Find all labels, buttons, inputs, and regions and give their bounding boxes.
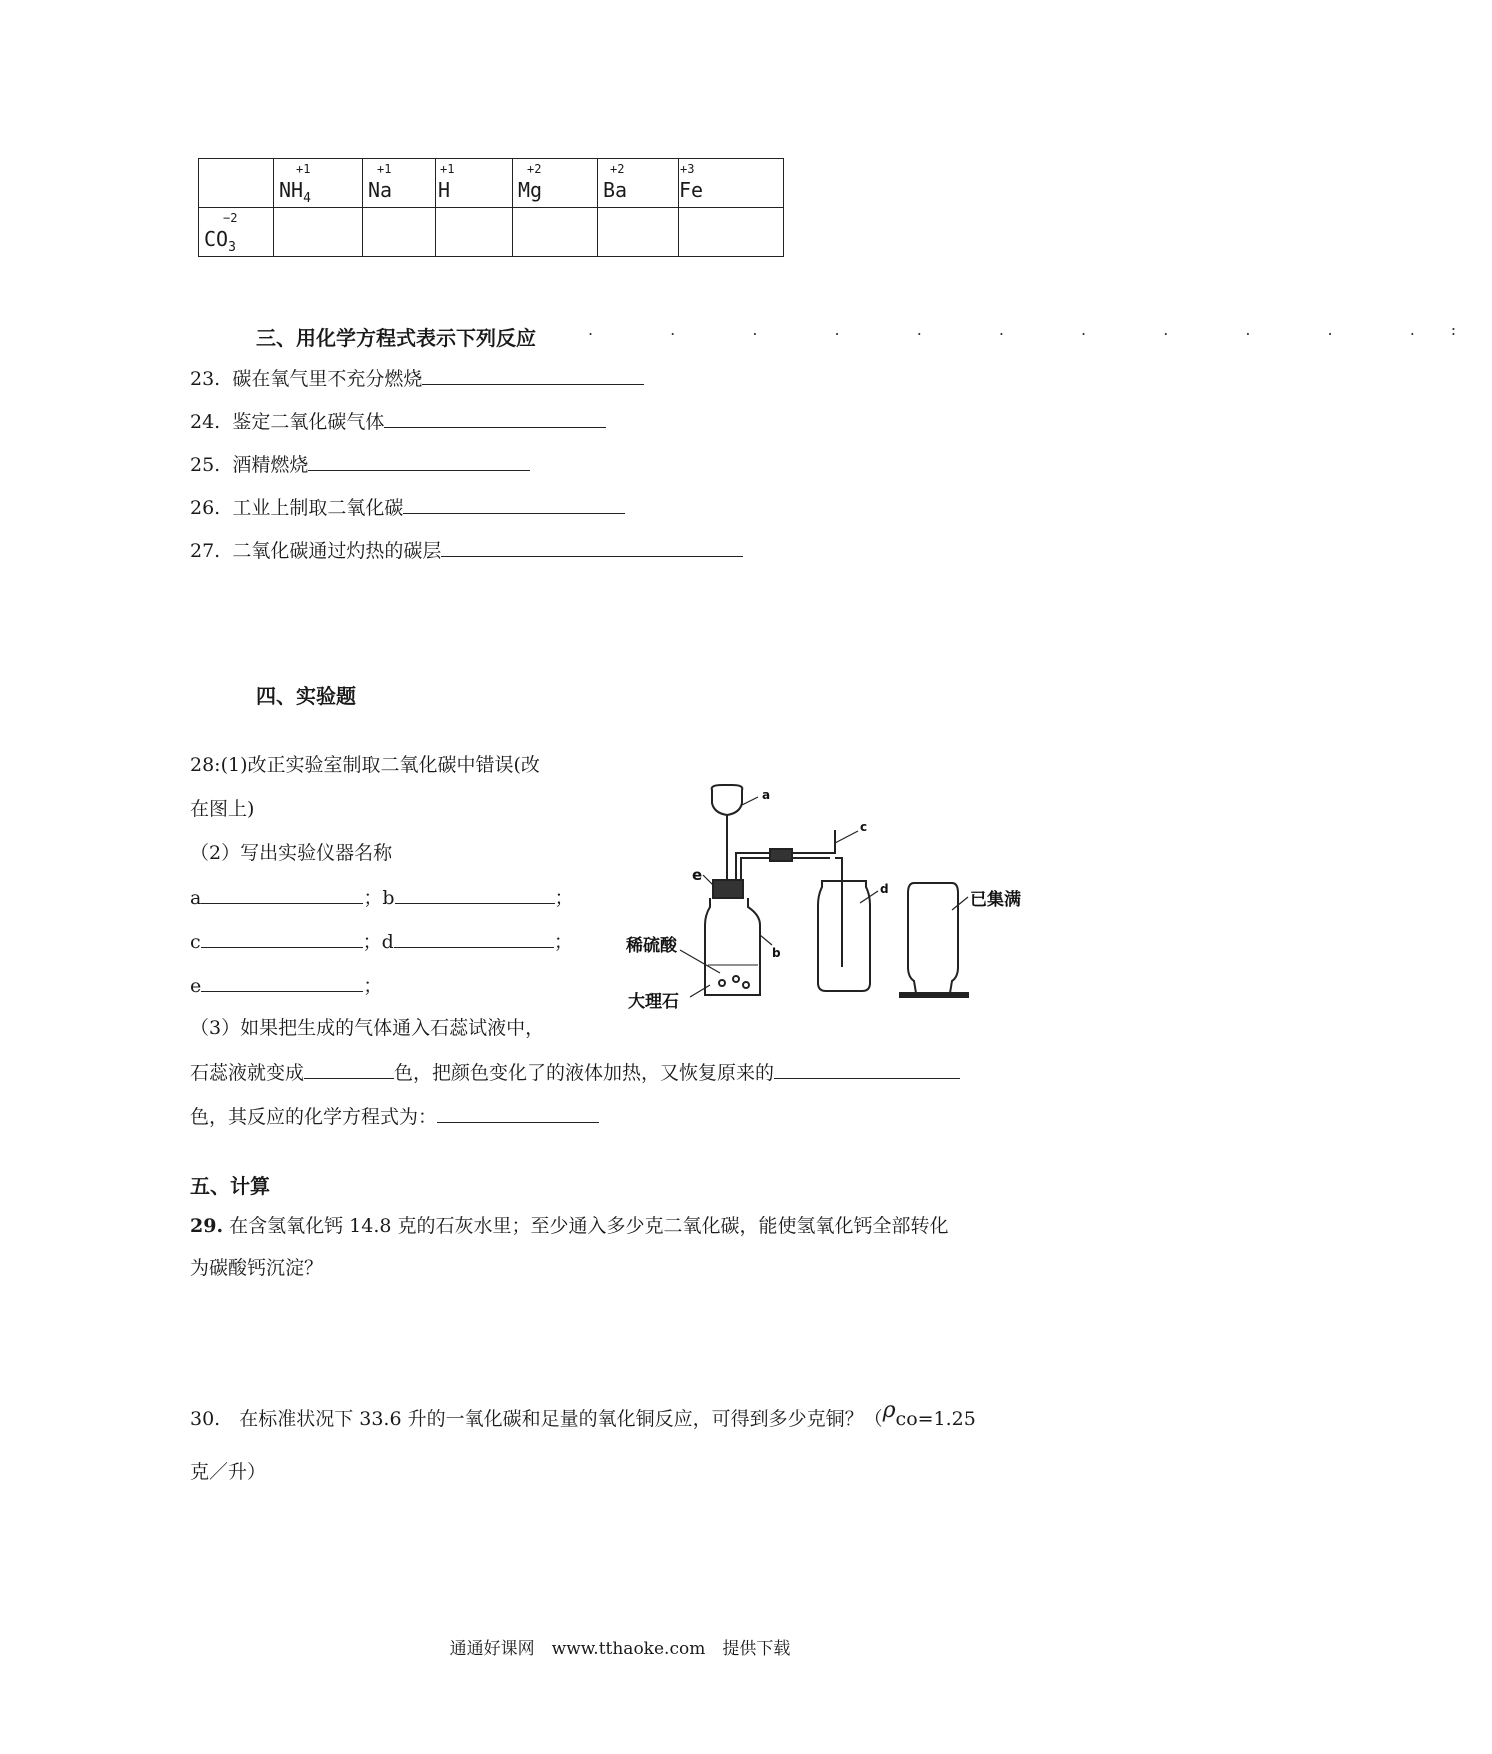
table-row xyxy=(199,208,784,257)
question-26 xyxy=(190,495,625,520)
question-number: 23. xyxy=(190,368,221,390)
leader-full xyxy=(952,897,968,910)
table-cell[interactable] xyxy=(436,208,513,257)
answer-blank-color1[interactable] xyxy=(304,1060,394,1079)
decorative-dots: . . . . . . . . . . .: xyxy=(588,320,1492,339)
table-cell[interactable] xyxy=(274,208,363,257)
question-number: 25. xyxy=(190,454,221,476)
glass-plate xyxy=(900,993,968,997)
collecting-bottle xyxy=(818,881,870,991)
text: 石蕊液就变成 xyxy=(190,1062,305,1084)
answer-blank-color2[interactable] xyxy=(774,1060,960,1079)
question-text: 工业上制取二氧化碳 xyxy=(232,497,404,519)
diagram-label-a: a xyxy=(762,788,771,802)
leader-e xyxy=(703,875,713,885)
answer-row-cd xyxy=(190,929,573,954)
diagram-label-d: d xyxy=(880,882,889,896)
section3-title: 三、用化学方程式表示下列反应 xyxy=(256,326,536,350)
leader-a xyxy=(742,797,758,805)
section4-title: 四、实验题 xyxy=(256,684,356,708)
marble-chip xyxy=(733,976,739,982)
ion-symbol: H xyxy=(438,178,451,202)
valence-label: +2 xyxy=(610,162,625,176)
text: 色，把颜色变化了的液体加热，又恢复原来的 xyxy=(394,1062,775,1084)
ion-subscript: 4 xyxy=(303,191,311,206)
table-header-cell xyxy=(513,159,598,208)
question-24 xyxy=(190,409,606,434)
label-e: e xyxy=(190,975,202,997)
answer-blank-e[interactable] xyxy=(201,973,363,992)
table-cell[interactable] xyxy=(598,208,679,257)
valence-label: +3 xyxy=(680,162,695,176)
diagram-label-c: c xyxy=(860,820,868,834)
answer-blank[interactable] xyxy=(403,495,625,514)
marble-chip xyxy=(743,982,749,988)
diagram-label-e: e xyxy=(692,866,703,884)
answer-blank[interactable] xyxy=(308,452,530,471)
ion-subscript: 3 xyxy=(228,240,236,255)
valence-label: −2 xyxy=(223,211,238,225)
label-c: c xyxy=(190,931,201,953)
apparatus-diagram xyxy=(610,785,1050,1010)
answer-blank-a[interactable] xyxy=(201,885,363,904)
q28-part2: （2）写出实验仪器名称 xyxy=(190,842,393,864)
question-30-line2: 克／升） xyxy=(190,1461,267,1483)
question-text: 在含氢氧化钙 14.8 克的石灰水里；至少通入多少克二氧化碳，能使氢氧化钙全部转化 xyxy=(229,1215,949,1237)
question-text: 酒精燃烧 xyxy=(232,454,309,476)
valence-table xyxy=(198,158,784,257)
diagram-label-full: 已集满 xyxy=(970,890,1021,910)
rubber-connector xyxy=(770,849,792,861)
question-23 xyxy=(190,366,644,391)
label-d: ；d xyxy=(362,931,394,953)
leader-b xyxy=(760,935,772,945)
table-header-cell xyxy=(363,159,436,208)
answer-blank[interactable] xyxy=(422,366,644,385)
ion-symbol: NH xyxy=(279,178,304,202)
question-text: 30. 在标准状况下 33.6 升的一氧化碳和足量的氧化铜反应，可得到多少克铜？（ xyxy=(190,1408,883,1430)
diagram-label-b: b xyxy=(772,946,781,960)
question-25 xyxy=(190,452,530,477)
leader-acid xyxy=(680,950,720,973)
question-text: 二氧化碳通过灼热的碳层 xyxy=(232,540,442,562)
question-text: 鉴定二氧化碳气体 xyxy=(232,411,385,433)
valence-label: +1 xyxy=(296,162,311,176)
q28-line2: 在图上) xyxy=(190,798,255,820)
table-header-cell xyxy=(598,159,679,208)
q28-part3: （3）如果把生成的气体通入石蕊试液中， xyxy=(190,1017,545,1039)
valence-label: +1 xyxy=(440,162,455,176)
question-30-line1 xyxy=(190,1398,976,1431)
semicolon: ； xyxy=(363,975,383,997)
answer-blank-b[interactable] xyxy=(395,885,555,904)
label-b: ；b xyxy=(363,887,395,909)
leader-c xyxy=(835,831,858,843)
tube-to-bottle xyxy=(835,858,842,967)
ion-symbol: Ba xyxy=(603,178,628,202)
ion-symbol: CO xyxy=(204,227,229,251)
rho-symbol: ρ xyxy=(882,1398,896,1423)
answer-blank-c[interactable] xyxy=(201,929,363,948)
table-corner-cell xyxy=(199,159,274,208)
question-29-line1 xyxy=(190,1214,949,1238)
label-a: a xyxy=(190,887,202,909)
semicolon: ； xyxy=(553,931,573,953)
marble-chip xyxy=(719,980,725,986)
table-header-cell xyxy=(679,159,784,208)
page-footer: 通通好课网 www.tthaoke.com 提供下载 xyxy=(449,1639,791,1659)
stopper xyxy=(713,880,743,898)
valence-label: +1 xyxy=(377,162,392,176)
diagram-label-marble: 大理石 xyxy=(628,992,679,1012)
ion-symbol: Na xyxy=(368,178,393,202)
question-number: 26. xyxy=(190,497,221,519)
diagram-label-acid: 稀硫酸 xyxy=(626,936,677,956)
table-header-cell xyxy=(436,159,513,208)
text: 色，其反应的化学方程式为： xyxy=(190,1106,438,1128)
question-text: 碳在氧气里不充分燃烧 xyxy=(232,368,423,390)
q28-color-line xyxy=(190,1060,960,1085)
table-row xyxy=(199,159,784,208)
ion-symbol: Fe xyxy=(679,178,704,202)
semicolon: ； xyxy=(554,887,574,909)
section5-title: 五、计算 xyxy=(190,1174,270,1198)
table-cell[interactable] xyxy=(363,208,436,257)
q28-equation-line xyxy=(190,1104,599,1129)
question-number: 27. xyxy=(190,540,221,562)
answer-row-ab xyxy=(190,885,574,910)
valence-label: +2 xyxy=(527,162,542,176)
answer-blank[interactable] xyxy=(384,409,606,428)
question-29-line2: 为碳酸钙沉淀？ xyxy=(190,1257,324,1279)
answer-blank[interactable] xyxy=(441,538,743,557)
funnel-bulb xyxy=(712,785,743,815)
question-27 xyxy=(190,538,743,563)
table-cell[interactable] xyxy=(513,208,598,257)
full-bottle xyxy=(908,883,958,993)
answer-blank-equation[interactable] xyxy=(437,1104,599,1123)
table-header-cell xyxy=(274,159,363,208)
question-number: 29. xyxy=(190,1215,224,1237)
q28-line1: 28:(1)改正实验室制取二氧化碳中错误(改 xyxy=(190,754,540,776)
question-text: co=1.25 xyxy=(895,1408,976,1430)
table-row-header-cell xyxy=(199,208,274,257)
ion-symbol: Mg xyxy=(518,178,543,202)
answer-blank-d[interactable] xyxy=(394,929,554,948)
question-number: 24. xyxy=(190,411,221,433)
table-cell[interactable] xyxy=(679,208,784,257)
answer-row-e xyxy=(190,973,382,998)
